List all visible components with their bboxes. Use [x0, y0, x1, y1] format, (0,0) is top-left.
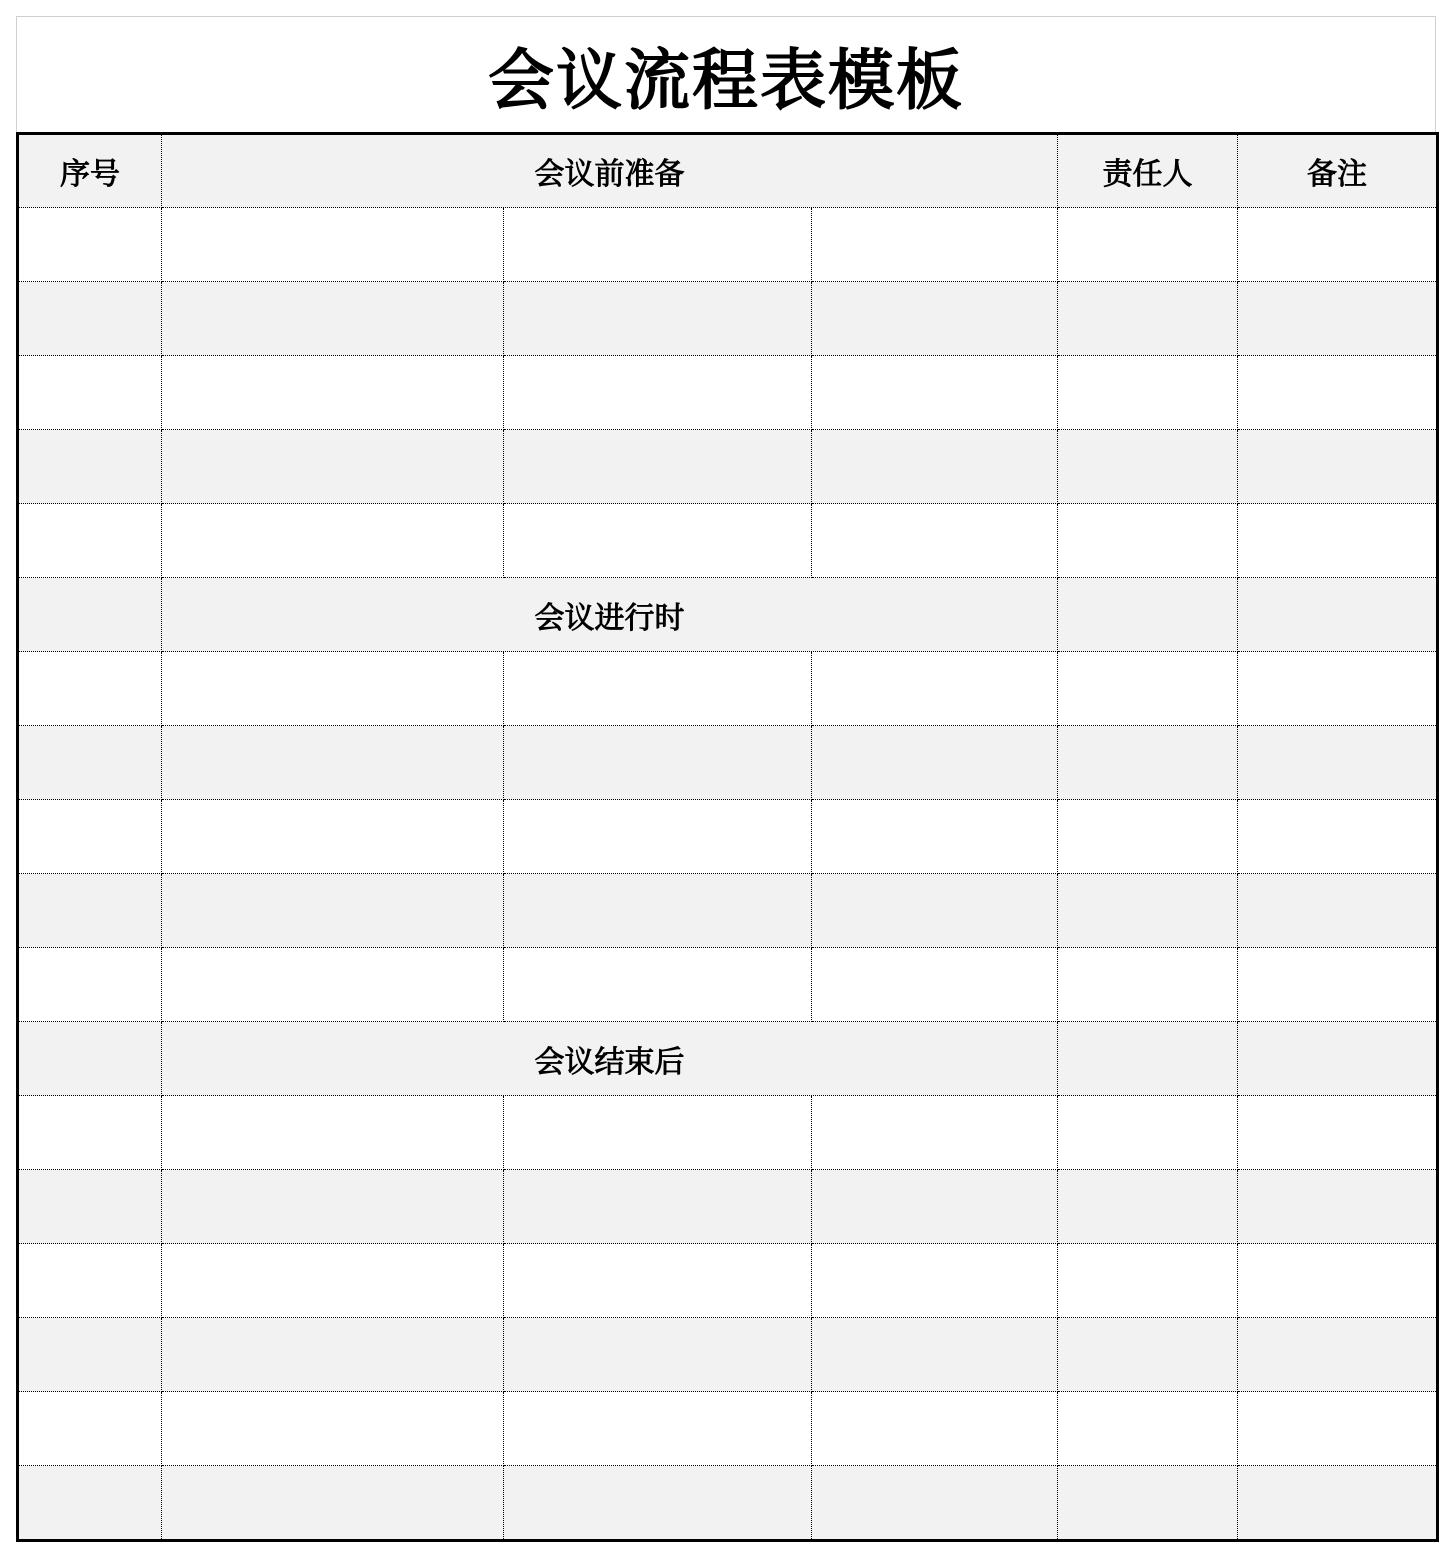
- table-cell[interactable]: [812, 282, 1058, 356]
- table-cell[interactable]: [1238, 652, 1438, 726]
- table-cell[interactable]: [162, 948, 504, 1022]
- table-cell[interactable]: [162, 430, 504, 504]
- table-cell[interactable]: [18, 282, 162, 356]
- table-row: [18, 652, 1438, 726]
- table-cell[interactable]: [162, 356, 504, 430]
- table-cell[interactable]: [504, 800, 812, 874]
- table-cell[interactable]: [162, 1170, 504, 1244]
- section-after-meeting[interactable]: 会议结束后: [162, 1022, 1058, 1096]
- table-row: [18, 1466, 1438, 1541]
- table-cell[interactable]: [812, 1466, 1058, 1541]
- table-cell[interactable]: [1058, 1022, 1238, 1096]
- header-index[interactable]: 序号: [18, 134, 162, 208]
- table-cell[interactable]: [1238, 1466, 1438, 1541]
- table-cell[interactable]: [504, 208, 812, 282]
- meeting-process-table: [16, 132, 1439, 1542]
- table-row: [18, 356, 1438, 430]
- table-cell[interactable]: [812, 1392, 1058, 1466]
- table-cell[interactable]: [1058, 1096, 1238, 1170]
- table-cell[interactable]: [18, 948, 162, 1022]
- table-cell[interactable]: [1058, 504, 1238, 578]
- table-cell[interactable]: [1238, 282, 1438, 356]
- table-cell[interactable]: [18, 1096, 162, 1170]
- header-before-meeting[interactable]: 会议前准备: [162, 134, 1058, 208]
- table-cell[interactable]: [1058, 578, 1238, 652]
- section-row-after: [18, 1022, 1438, 1096]
- table-cell[interactable]: [162, 874, 504, 948]
- section-row-during: [18, 578, 1438, 652]
- table-cell[interactable]: [504, 504, 812, 578]
- table-row: [18, 948, 1438, 1022]
- table-cell[interactable]: [1058, 1318, 1238, 1392]
- table-cell[interactable]: [18, 726, 162, 800]
- table-cell[interactable]: [1058, 874, 1238, 948]
- table-cell[interactable]: [504, 1170, 812, 1244]
- table-cell[interactable]: [1238, 208, 1438, 282]
- table-cell[interactable]: [504, 652, 812, 726]
- table-cell[interactable]: [504, 282, 812, 356]
- table-cell[interactable]: [1238, 726, 1438, 800]
- table-cell[interactable]: [1058, 356, 1238, 430]
- table-cell[interactable]: [18, 1022, 162, 1096]
- table-cell[interactable]: [812, 1244, 1058, 1318]
- table-row: [18, 504, 1438, 578]
- table-cell[interactable]: [1238, 356, 1438, 430]
- table-cell[interactable]: [504, 430, 812, 504]
- table-cell[interactable]: [1058, 800, 1238, 874]
- table-cell[interactable]: [18, 1244, 162, 1318]
- table-row: [18, 874, 1438, 948]
- table-cell[interactable]: [162, 282, 504, 356]
- table-cell[interactable]: [18, 356, 162, 430]
- table-cell[interactable]: [162, 800, 504, 874]
- table-cell[interactable]: [1238, 800, 1438, 874]
- table-cell[interactable]: [812, 430, 1058, 504]
- table-cell[interactable]: [18, 800, 162, 874]
- table-cell[interactable]: [162, 1392, 504, 1466]
- table-cell[interactable]: [812, 1170, 1058, 1244]
- table-cell[interactable]: [1238, 1170, 1438, 1244]
- table-cell[interactable]: [504, 726, 812, 800]
- table-cell[interactable]: [1058, 208, 1238, 282]
- spreadsheet: [16, 16, 1436, 1542]
- table-cell[interactable]: [162, 208, 504, 282]
- table-cell[interactable]: [812, 504, 1058, 578]
- table-cell[interactable]: [1238, 430, 1438, 504]
- table-cell[interactable]: [504, 948, 812, 1022]
- table-cell[interactable]: [504, 874, 812, 948]
- table-cell[interactable]: [812, 1096, 1058, 1170]
- table-cell[interactable]: [1238, 874, 1438, 948]
- table-cell[interactable]: [162, 1318, 504, 1392]
- table-cell[interactable]: [162, 1466, 504, 1541]
- table-cell[interactable]: [162, 504, 504, 578]
- table-cell[interactable]: [812, 948, 1058, 1022]
- table-cell[interactable]: [1238, 578, 1438, 652]
- table-cell[interactable]: [1058, 1392, 1238, 1466]
- table-row: [18, 726, 1438, 800]
- table-cell[interactable]: [812, 208, 1058, 282]
- table-cell[interactable]: [1058, 726, 1238, 800]
- table-cell[interactable]: [504, 1318, 812, 1392]
- table-cell[interactable]: [812, 726, 1058, 800]
- header-owner[interactable]: 责任人: [1058, 134, 1238, 208]
- table-cell[interactable]: [1058, 1466, 1238, 1541]
- table-cell[interactable]: [1238, 1392, 1438, 1466]
- header-note[interactable]: 备注: [1238, 134, 1438, 208]
- table-cell[interactable]: [18, 578, 162, 652]
- table-cell[interactable]: [1058, 652, 1238, 726]
- table-cell[interactable]: [162, 1096, 504, 1170]
- table-cell[interactable]: [18, 1466, 162, 1541]
- table-row: [18, 282, 1438, 356]
- table-row: [18, 1318, 1438, 1392]
- table-cell[interactable]: [1238, 1022, 1438, 1096]
- table-cell[interactable]: [504, 1244, 812, 1318]
- table-cell[interactable]: [1238, 1318, 1438, 1392]
- table-cell[interactable]: [1238, 948, 1438, 1022]
- table-cell[interactable]: [18, 874, 162, 948]
- table-row: [18, 800, 1438, 874]
- table-cell[interactable]: [812, 800, 1058, 874]
- table-cell[interactable]: [18, 504, 162, 578]
- table-cell[interactable]: [812, 1318, 1058, 1392]
- table-cell[interactable]: [1058, 1170, 1238, 1244]
- table-cell[interactable]: [1058, 948, 1238, 1022]
- table-cell[interactable]: [1058, 282, 1238, 356]
- title-cell[interactable]: [16, 16, 1436, 132]
- table-cell[interactable]: [1238, 504, 1438, 578]
- section-during-meeting[interactable]: 会议进行时: [162, 578, 1058, 652]
- table-cell[interactable]: [1058, 1244, 1238, 1318]
- table-cell[interactable]: [1238, 1244, 1438, 1318]
- table-row: [18, 1392, 1438, 1466]
- table-cell[interactable]: [1238, 1096, 1438, 1170]
- table-cell[interactable]: [1058, 430, 1238, 504]
- table-cell[interactable]: [162, 652, 504, 726]
- table-row: [18, 430, 1438, 504]
- table-cell[interactable]: [162, 726, 504, 800]
- table-row: [18, 1170, 1438, 1244]
- page-title: 会议流程表模板: [488, 42, 964, 119]
- table-cell[interactable]: [504, 356, 812, 430]
- table-cell[interactable]: [18, 1392, 162, 1466]
- table-cell[interactable]: [812, 874, 1058, 948]
- table-cell[interactable]: [162, 1244, 504, 1318]
- table-cell[interactable]: [504, 1096, 812, 1170]
- table-cell[interactable]: [18, 430, 162, 504]
- table-cell[interactable]: [18, 1170, 162, 1244]
- table-cell[interactable]: [504, 1392, 812, 1466]
- table-row: [18, 1096, 1438, 1170]
- table-cell[interactable]: [812, 356, 1058, 430]
- table-cell[interactable]: [18, 208, 162, 282]
- table-cell[interactable]: [504, 1466, 812, 1541]
- table-row: [18, 1244, 1438, 1318]
- table-row: [18, 208, 1438, 282]
- table-cell[interactable]: [812, 652, 1058, 726]
- table-cell[interactable]: [18, 1318, 162, 1392]
- header-row: [18, 134, 1438, 208]
- table-cell[interactable]: [18, 652, 162, 726]
